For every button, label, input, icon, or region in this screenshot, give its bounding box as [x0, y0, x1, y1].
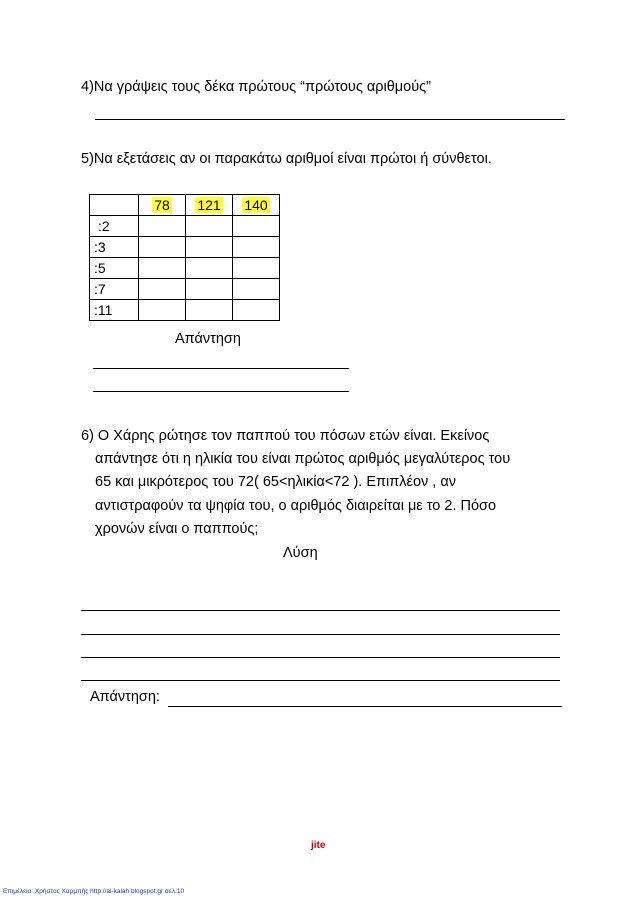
q5-answer-line[interactable]: [93, 368, 349, 369]
table-row: [90, 258, 280, 279]
divisor-label: :11: [90, 300, 139, 321]
divisor-label: :2: [90, 216, 139, 237]
q4-answer-line[interactable]: [95, 119, 565, 120]
divisibility-table: [89, 194, 280, 321]
answer-cell[interactable]: [139, 216, 186, 237]
q5-answer-line[interactable]: [93, 391, 349, 392]
table-row: [90, 237, 280, 258]
answer-cell[interactable]: [139, 300, 186, 321]
question-6-line: απάντησε ότι η ηλικία του είναι πρώτος αριθμός μεγαλύτερος του: [95, 451, 511, 467]
q6-solution-label: Λύση: [283, 545, 318, 561]
divisor-label: :5: [90, 258, 139, 279]
footer-brand: jite: [311, 840, 326, 851]
question-6-line: 6) Ο Χάρης ρώτησε τον παππού του πόσων ετών είναι. Εκείνος: [81, 428, 490, 444]
table-row: [90, 279, 280, 300]
q6-answer-line[interactable]: [168, 706, 562, 707]
q6-solution-line[interactable]: [81, 610, 560, 611]
answer-cell[interactable]: [233, 258, 280, 279]
answer-cell[interactable]: [186, 237, 233, 258]
question-6-line: 65 και μικρότερος του 72( 65<ηλικία<72 ). Επιπλέον , αν: [95, 474, 456, 490]
table-row: [90, 216, 280, 237]
divisor-label: :7: [90, 279, 139, 300]
number-121: 121: [197, 197, 221, 213]
q6-solution-line[interactable]: [81, 634, 560, 635]
answer-cell[interactable]: [186, 300, 233, 321]
table-header-row: [90, 195, 280, 216]
answer-cell[interactable]: [139, 237, 186, 258]
answer-cell[interactable]: [139, 258, 186, 279]
answer-cell[interactable]: [186, 279, 233, 300]
answer-cell[interactable]: [233, 237, 280, 258]
number-140: 140: [244, 197, 268, 213]
answer-cell[interactable]: [233, 300, 280, 321]
answer-cell[interactable]: [233, 216, 280, 237]
answer-cell[interactable]: [186, 216, 233, 237]
table-corner-cell: [90, 195, 139, 216]
q6-answer-label: Απάντηση:: [90, 689, 160, 705]
question-5-prompt: 5)Να εξετάσεις αν οι παρακάτω αριθμοί είναι πρώτοι ή σύνθετοι.: [81, 151, 492, 167]
q6-solution-line[interactable]: [81, 657, 560, 658]
answer-cell[interactable]: [139, 279, 186, 300]
question-6-line: χρονών είναι ο παππούς;: [95, 521, 259, 537]
answer-cell[interactable]: [233, 279, 280, 300]
number-header-78: [139, 195, 186, 216]
table-row: [90, 300, 280, 321]
footer-credit: Επιμέλεια: Χρήστος Χαρμπής http://al-kalah.blogspot.gr σελ.10: [3, 888, 185, 895]
q6-solution-line[interactable]: [81, 680, 560, 681]
answer-cell[interactable]: [186, 258, 233, 279]
number-header-140: [233, 195, 280, 216]
q5-answer-label: Απάντηση: [175, 331, 241, 347]
question-4-prompt: 4)Να γράψεις τους δέκα πρώτους “πρώτους αριθμούς”: [81, 79, 431, 95]
number-78: 78: [154, 197, 170, 213]
number-header-121: [186, 195, 233, 216]
divisor-label: :3: [90, 237, 139, 258]
question-6-line: αντιστραφούν τα ψηφία του, ο αριθμός διαιρείται με το 2. Πόσο: [95, 498, 497, 514]
